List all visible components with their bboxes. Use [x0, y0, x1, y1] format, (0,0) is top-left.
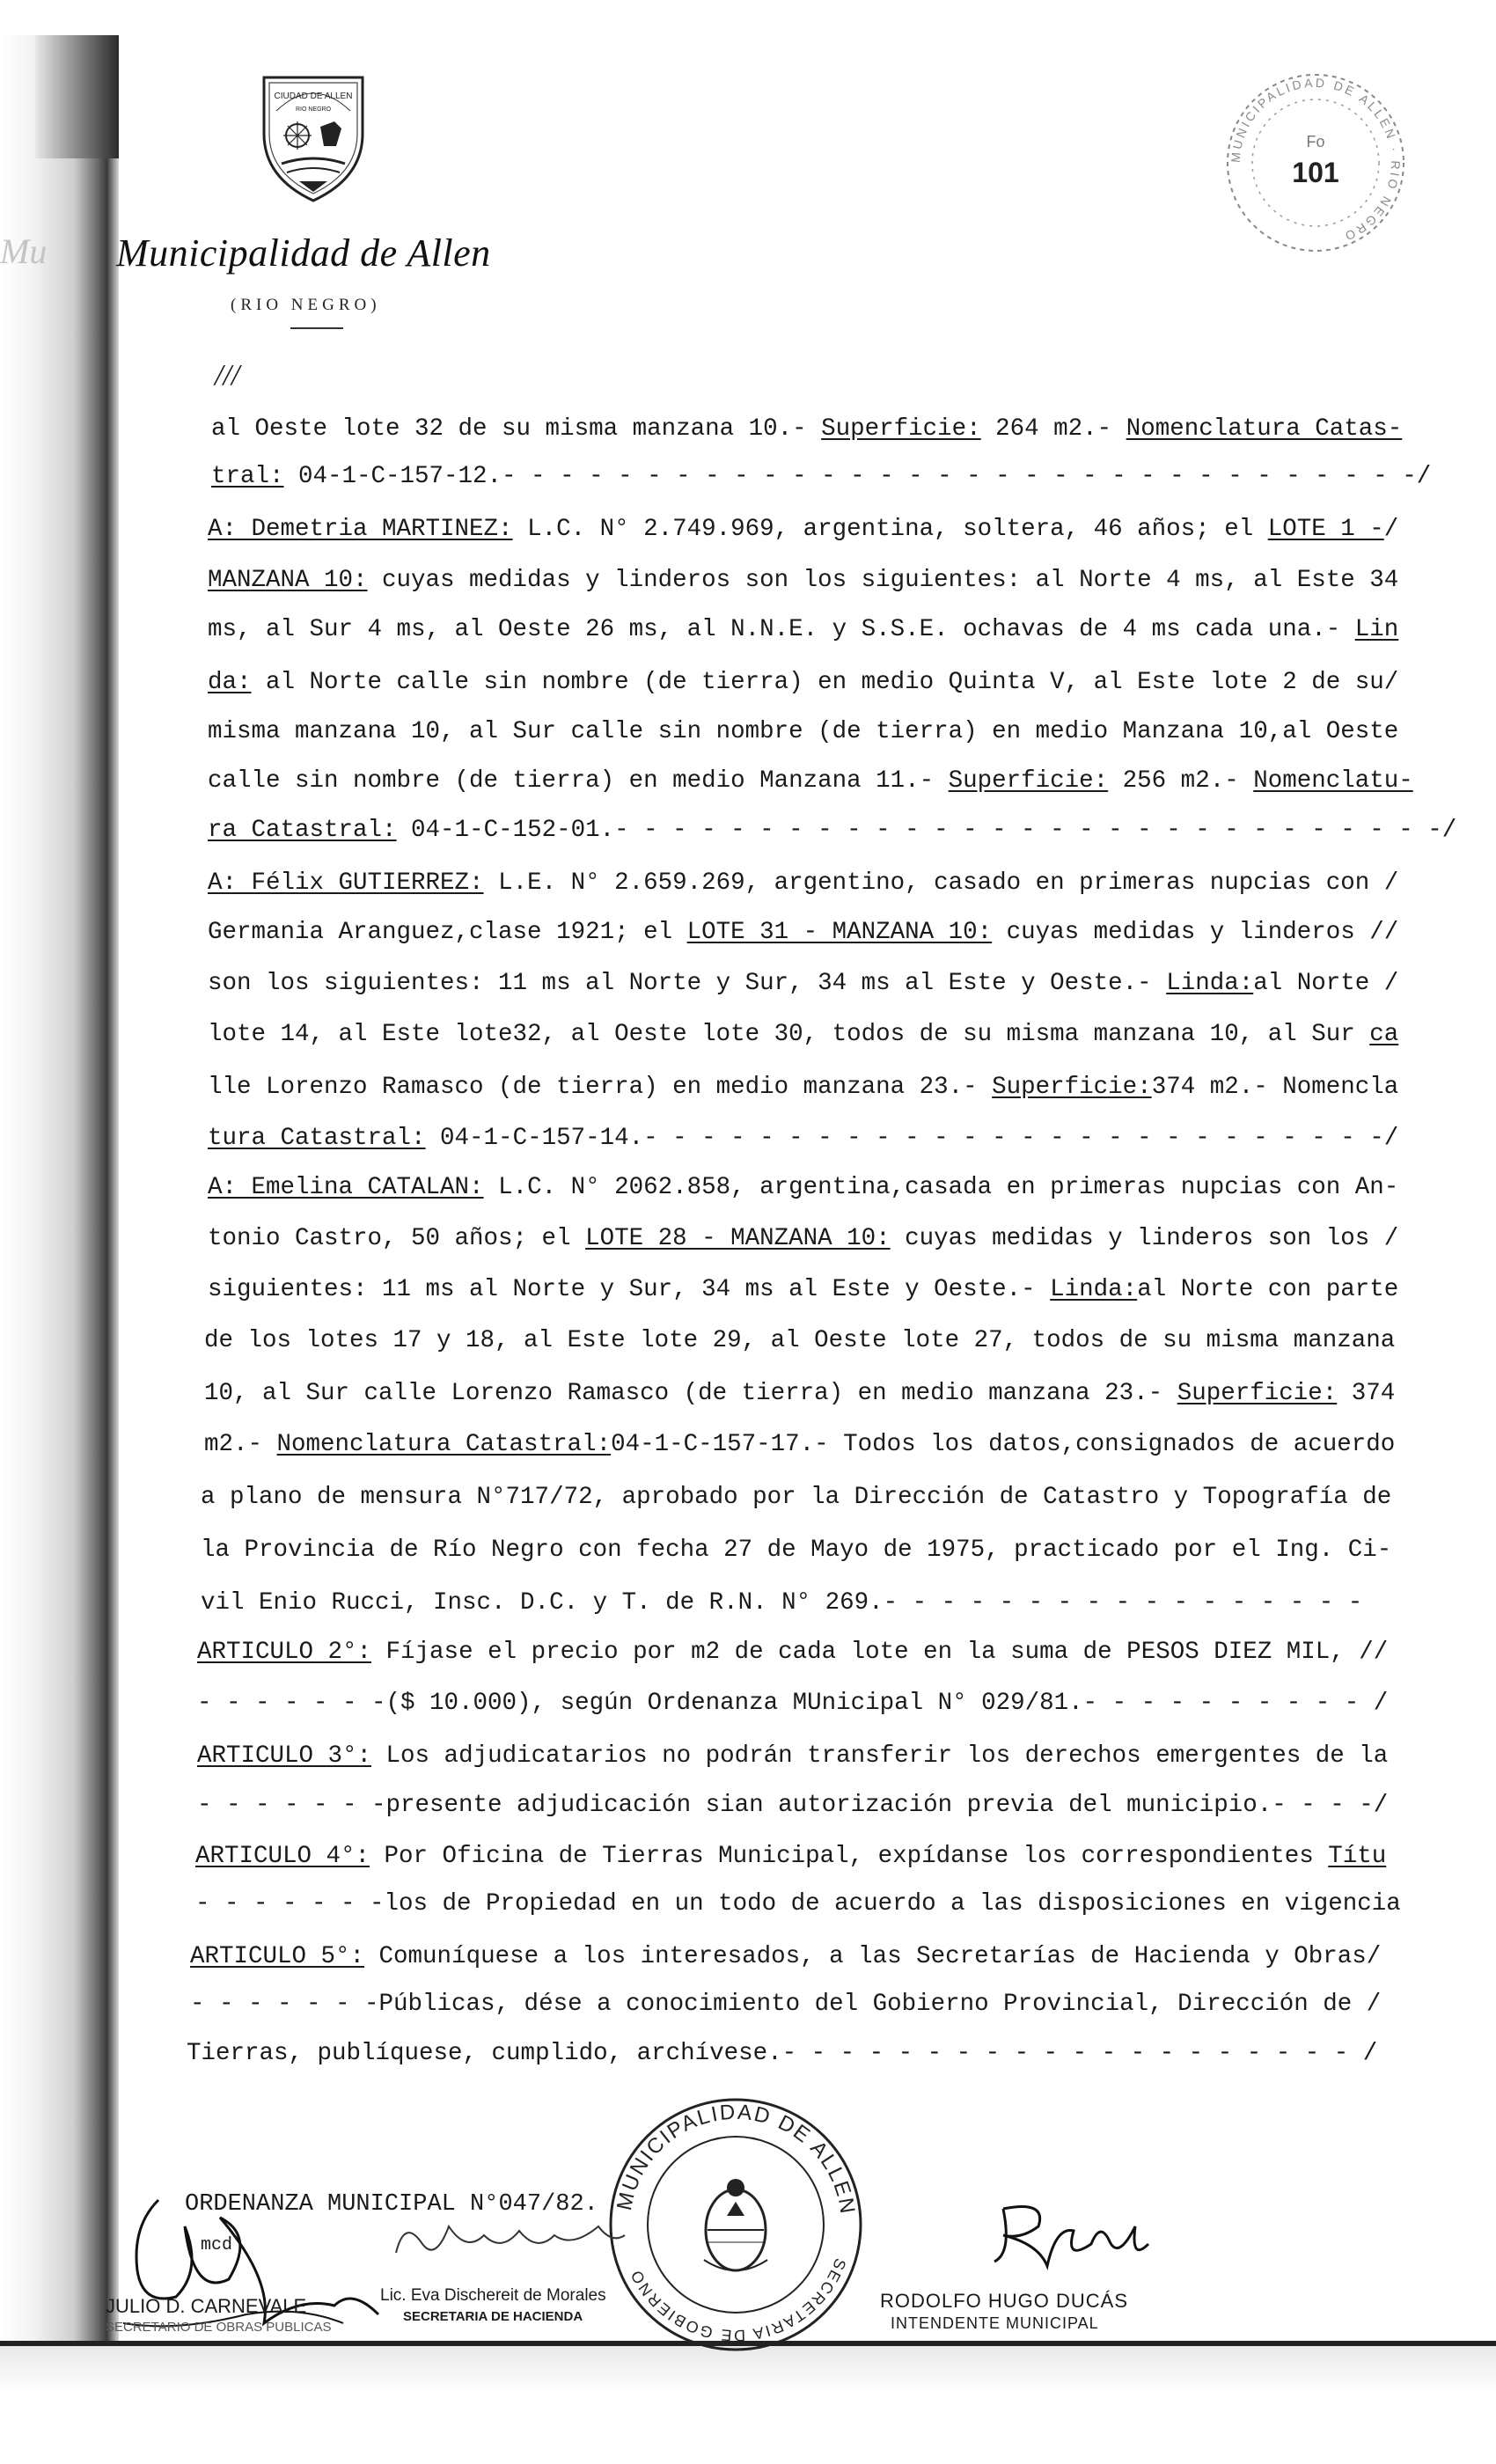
underlined-text: LOTE 28 - MANZANA 10:	[585, 1225, 891, 1252]
signatory-left-name: JULIO D. CARNEVALE	[106, 2295, 307, 2317]
body-line	[208, 1075, 1398, 1100]
body-text-segment: siguientes: 11 ms al Norte y Sur, 34 ms al Este y Oeste.-	[208, 1276, 1051, 1303]
body-text-segment: Por Oficina de Tierras Municipal, expídanse los correspondientes	[370, 1843, 1329, 1870]
underlined-text: Linda:	[1166, 970, 1254, 997]
body-text-segment: L.C. N° 2062.858, argentina,casada en primeras nupcias con An-	[483, 1174, 1399, 1201]
body-line	[211, 465, 1431, 489]
underlined-text: LOTE 31 - MANZANA 10:	[686, 919, 993, 946]
body-line	[208, 972, 1398, 996]
body-text-segment: son los siguientes: 11 ms al Norte y Sur, 34 ms al Este y Oeste.-	[208, 970, 1167, 997]
underlined-text: LOTE 1 -	[1267, 516, 1384, 543]
body-line	[208, 769, 1413, 794]
body-line	[208, 1126, 1398, 1151]
body-line	[201, 1591, 1362, 1616]
body-line	[208, 517, 1398, 542]
crest-text: CIUDAD DE ALLEN	[274, 92, 353, 101]
seal-top-text: MUNICIPALIDAD DE ALLEN	[612, 2100, 860, 2218]
continuation-mark: ///	[215, 359, 240, 392]
body-text-segment: vil Enio Rucci, Insc. D.C. y T. de R.N. N° 269.- - - - - - - - - - - - - - - - -	[201, 1589, 1363, 1617]
underlined-text: Títu	[1328, 1843, 1387, 1870]
underlined-text: Superficie:	[1177, 1380, 1338, 1407]
body-line	[197, 1640, 1388, 1665]
body-line	[208, 818, 1456, 843]
body-text-segment: - - - - - - -los de Propiedad en un todo de acuerdo a las disposiciones en vigencia	[195, 1890, 1401, 1918]
underlined-text: ra Catastral:	[208, 817, 397, 844]
municipality-subtitle: (RIO NEGRO)	[231, 296, 381, 314]
body-text-segment: lle Lorenzo Ramasco (de tierra) en medio manzana 23.-	[208, 1074, 993, 1101]
body-line	[204, 1329, 1395, 1353]
folio-number: 101	[1292, 157, 1339, 188]
body-line	[208, 671, 1398, 695]
body-line	[208, 1023, 1398, 1047]
binding-shadow	[0, 35, 119, 2341]
body-text-segment: tonio Castro, 50 años; el	[208, 1225, 586, 1252]
underlined-text: A: Demetria MARTINEZ:	[208, 516, 513, 543]
underlined-text: Superficie:	[992, 1074, 1152, 1101]
signatory-left-title: SECRETARIO DE OBRAS PUBLICAS	[106, 2320, 332, 2335]
signature-right	[977, 2191, 1153, 2275]
body-line	[201, 1485, 1391, 1510]
municipal-seal-stamp	[604, 2093, 868, 2357]
body-line	[208, 720, 1398, 744]
body-text-segment: 04-1-C-157-14.- - - - - - - - - - - - - - - - - - - - - - - - - -/	[425, 1125, 1399, 1152]
body-text-segment: /	[1383, 516, 1399, 543]
seal-bottom-text: SECRETARIA DE GOBIERNO	[626, 2255, 850, 2345]
underlined-text: Nomenclatura Catastral:	[276, 1431, 612, 1458]
body-text-segment: L.E. N° 2.659.269, argentino, casado en primeras nupcias con /	[483, 869, 1399, 897]
body-text-segment: al Oeste lote 32 de su misma manzana 10.-	[211, 415, 822, 443]
underlined-text: Linda:	[1050, 1276, 1138, 1303]
body-text-segment: al Norte /	[1253, 970, 1399, 997]
body-text-segment: a plano de mensura N°717/72, aprobado por la Dirección de Catastro y Topografía de	[201, 1484, 1392, 1511]
body-text-segment: misma manzana 10, al Sur calle sin nombre (de tierra) en medio Manzana 10,al Oeste	[208, 718, 1399, 745]
subtitle-rule	[290, 327, 343, 329]
signature-middle	[387, 2209, 634, 2270]
body-text-segment: cuyas medidas y linderos //	[992, 919, 1399, 946]
ordinance-mark: mcd	[201, 2235, 233, 2255]
body-line	[195, 1844, 1386, 1869]
body-text-segment: m2.-	[204, 1431, 277, 1458]
underlined-text: ca	[1369, 1021, 1399, 1048]
municipality-title: Municipalidad de Allen	[116, 231, 491, 275]
body-line	[190, 1945, 1381, 1969]
signatory-middle-name: Lic. Eva Dischereit de Morales	[380, 2286, 606, 2305]
underlined-text: ARTICULO 2°:	[197, 1639, 372, 1666]
underlined-text: da:	[208, 669, 252, 696]
body-text-segment: - - - - - - -($ 10.000), según Ordenanza MUnicipal N° 029/81.- - - - - - - - - - /	[197, 1690, 1389, 1717]
signatory-middle-title: SECRETARIA DE HACIENDA	[403, 2309, 583, 2324]
underlined-text: tura Catastral:	[208, 1125, 426, 1152]
body-text-segment: calle sin nombre (de tierra) en medio Manzana 11.-	[208, 767, 949, 795]
body-text-segment: la Provincia de Río Negro con fecha 27 de Mayo de 1975, practicado por el Ing. Ci-	[201, 1536, 1392, 1564]
body-line	[208, 1278, 1398, 1302]
underlined-text: Superficie:	[821, 415, 981, 443]
body-line	[197, 1793, 1388, 1818]
underlined-text: ARTICULO 3°:	[197, 1742, 372, 1770]
underlined-text: ARTICULO 4°:	[195, 1843, 370, 1870]
underlined-text: Superficie:	[948, 767, 1109, 795]
underlined-text: A: Félix GUTIERREZ:	[208, 869, 484, 897]
body-text-segment: - - - - - - -presente adjudicación sian autorización previa del municipio.- - - -/	[197, 1792, 1389, 1819]
underlined-text: Lin	[1354, 616, 1399, 643]
body-text-segment: al Norte calle sin nombre (de tierra) en medio Quinta V, al Este lote 2 de su/	[251, 669, 1399, 696]
body-text-segment: 374	[1337, 1380, 1396, 1407]
binding-shadow-top	[35, 35, 119, 158]
body-line	[197, 1744, 1388, 1769]
body-text-segment: 374 m2.- Nomencla	[1151, 1074, 1399, 1101]
body-text-segment: lote 14, al Este lote32, al Oeste lote 30, todos de su misma manzana 10, al Sur	[208, 1021, 1370, 1048]
underlined-text: MANZANA 10:	[208, 567, 368, 594]
underlined-text: tral:	[211, 463, 284, 490]
body-text-segment: ms, al Sur 4 ms, al Oeste 26 ms, al N.N.E. y S.S.E. ochavas de 4 ms cada una.-	[208, 616, 1355, 643]
body-text-segment: al Norte con parte	[1137, 1276, 1399, 1303]
body-text-segment: 04-1-C-157-12.- - - - - - - - - - - - - - - - - - - - - - - - - - - - - - - -/	[283, 463, 1432, 490]
body-text-segment: de los lotes 17 y 18, al Este lote 29, al Oeste lote 27, todos de su misma manzana	[204, 1327, 1396, 1354]
underlined-text: A: Emelina CATALAN:	[208, 1174, 484, 1201]
body-line	[208, 871, 1398, 896]
body-text-segment: cuyas medidas y linderos son los siguientes: al Norte 4 ms, al Este 34	[367, 567, 1399, 594]
body-text-segment: 264 m2.-	[980, 415, 1126, 443]
page-bottom-shadow	[0, 2346, 1496, 2464]
body-line	[204, 1382, 1395, 1406]
signatory-right-name: RODOLFO HUGO DUCÁS	[880, 2290, 1129, 2312]
body-text-segment: Los adjudicatarios no podrán transferir los derechos emergentes de la	[371, 1742, 1389, 1770]
body-text-segment: Comuníquese a los interesados, a las Secretarías de Hacienda y Obras/	[364, 1943, 1382, 1970]
underlined-text: Nomenclatu-	[1253, 767, 1413, 795]
body-text-segment: Tierras, publíquese, cumplido, archívese.- - - - - - - - - - - - - - - - - - - - /	[187, 2040, 1378, 2067]
crest-subtext: RIO NEGRO	[295, 106, 332, 113]
ghost-title-bleed: Mu	[0, 231, 48, 271]
signatory-right-title: INTENDENTE MUNICIPAL	[891, 2314, 1099, 2332]
underlined-text: ARTICULO 5°:	[190, 1943, 365, 1970]
body-line	[208, 1176, 1398, 1200]
body-line	[208, 920, 1398, 945]
body-text-segment: 04-1-C-157-17.- Todos los datos,consignados de acuerdo	[611, 1431, 1396, 1458]
body-line	[204, 1433, 1395, 1457]
svg-text:MUNICIPALIDAD DE ALLEN	[612, 2101, 860, 2217]
ordinance-number: ORDENANZA MUNICIPAL N°047/82.	[185, 2191, 598, 2218]
body-line	[190, 1992, 1381, 2017]
body-line	[195, 1892, 1401, 1917]
folio-ring-text: MUNICIPALIDAD DE ALLEN · RIO NEGRO	[1228, 75, 1404, 245]
body-line	[201, 1538, 1391, 1563]
body-line	[211, 417, 1402, 442]
underlined-text: Nomenclatura Catas-	[1126, 415, 1403, 443]
body-line	[197, 1691, 1388, 1716]
body-text-segment: 256 m2.-	[1108, 767, 1254, 795]
body-text-segment: Germania Aranguez,clase 1921; el	[208, 919, 687, 946]
body-line	[187, 2042, 1377, 2066]
body-line	[208, 568, 1398, 593]
body-text-segment: - - - - - - -Públicas, dése a conocimiento del Gobierno Provincial, Dirección de /	[190, 1991, 1382, 2018]
municipal-crest-icon	[257, 72, 370, 204]
body-text-segment: Fíjase el precio por m2 de cada lote en la suma de PESOS DIEZ MIL, //	[371, 1639, 1389, 1666]
body-text-segment: 04-1-C-152-01.- - - - - - - - - - - - - - - - - - - - - - - - - - - - -/	[396, 817, 1457, 844]
body-text-segment: L.C. N° 2.749.969, argentina, soltera, 46 años; el	[512, 516, 1268, 543]
folio-label: Fo	[1306, 133, 1325, 150]
body-text-segment: cuyas medidas y linderos son los /	[890, 1225, 1399, 1252]
body-text-segment: 10, al Sur calle Lorenzo Ramasco (de tierra) en medio manzana 23.-	[204, 1380, 1177, 1407]
folio-stamp	[1219, 66, 1412, 260]
body-line	[208, 618, 1398, 642]
body-line	[208, 1227, 1398, 1251]
